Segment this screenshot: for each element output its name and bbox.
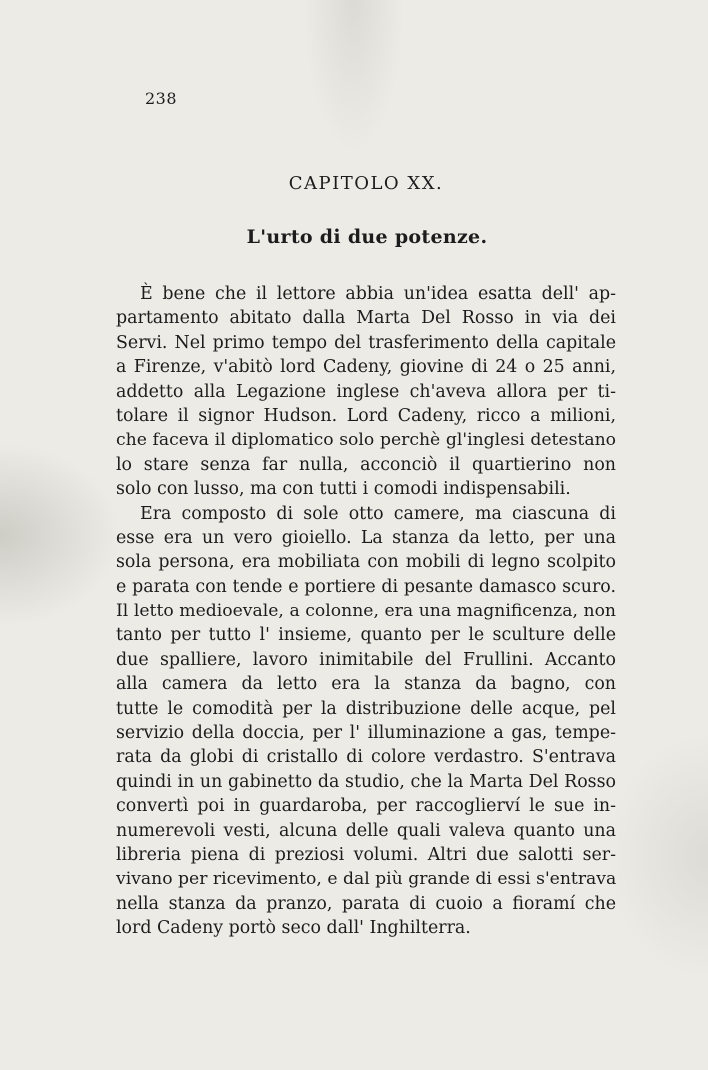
text-line: addetto alla Legazione inglese ch'aveva allora per ti- [116,381,616,402]
text-line: esse era un vero gioiello. La stanza da letto, per una [116,527,616,548]
text-line: alla camera da letto era la stanza da bagno, con [116,674,616,695]
text-line: tolare il signor Hudson. Lord Cadeny, ricco a milioni, [116,405,616,426]
text-line: tanto per tutto l' insieme, quanto per le sculture delle [116,625,616,646]
text-line: due spalliere, lavoro inimitabile del Frullini. Accanto [116,649,616,670]
text-line: che faceva il diplomatico solo perchè gl'inglesi detestano [116,430,616,451]
text-line: libreria piena di preziosi volumi. Altri due salotti ser- [116,844,616,865]
text-line: a Firenze, v'abitò lord Cadeny, giovine di 24 o 25 anni, [116,357,616,378]
text-line: e parata con tende e portiere di pesante damasco scuro. [116,576,616,597]
text-line: È bene che il lettore abbia un'idea esatta dell' ap- [140,284,616,304]
text-line: solo con lusso, ma con tutti i comodi indispensabili. [116,479,571,500]
paragraph-2 [116,502,616,941]
page-number: 238 [145,89,178,108]
text-line: numerevoli vesti, alcuna delle quali valeva quanto una [116,820,616,841]
text-line: Era composto di sole otto camere, ma ciascuna di [140,503,616,524]
paragraph-1 [116,282,616,502]
text-line: lord Cadeny portò seco dall' Inghilterra. [116,918,471,939]
chapter-title: L'urto di due potenze. [246,226,488,248]
text-line: vivano per ricevimento, e dal più grande di essi s'entrava [116,869,617,890]
chapter-heading: CAPITOLO XX. [288,173,444,194]
text-line: rata da globi di cristallo di colore verdastro. S'entrava [116,747,616,768]
text-line: convertì poi in guardaroba, per raccoglierví le sue in- [116,796,616,817]
text-line: partamento abitato dalla Marta Del Rosso in via dei [116,308,616,329]
text-line: quindi in un gabinetto da studio, che la Marta Del Rosso [116,771,616,792]
text-line: tutte le comodità per la distribuzione delle acque, pel [116,698,616,719]
text-line: sola persona, era mobiliata con mobili di legno scolpito [116,552,616,573]
text-line: servizio della doccia, per l' illuminazione a gas, tempe- [116,723,616,744]
text-line: nella stanza da pranzo, parata di cuoio a fioramí che [116,893,616,914]
body-text [116,282,616,941]
text-line: lo stare senza far nulla, acconciò il quartierino non [116,454,616,475]
text-line: Servi. Nel primo tempo del trasferimento della capitale [116,332,616,353]
text-line: Il letto medioevale, a colonne, era una magnificenza, non [116,601,616,622]
